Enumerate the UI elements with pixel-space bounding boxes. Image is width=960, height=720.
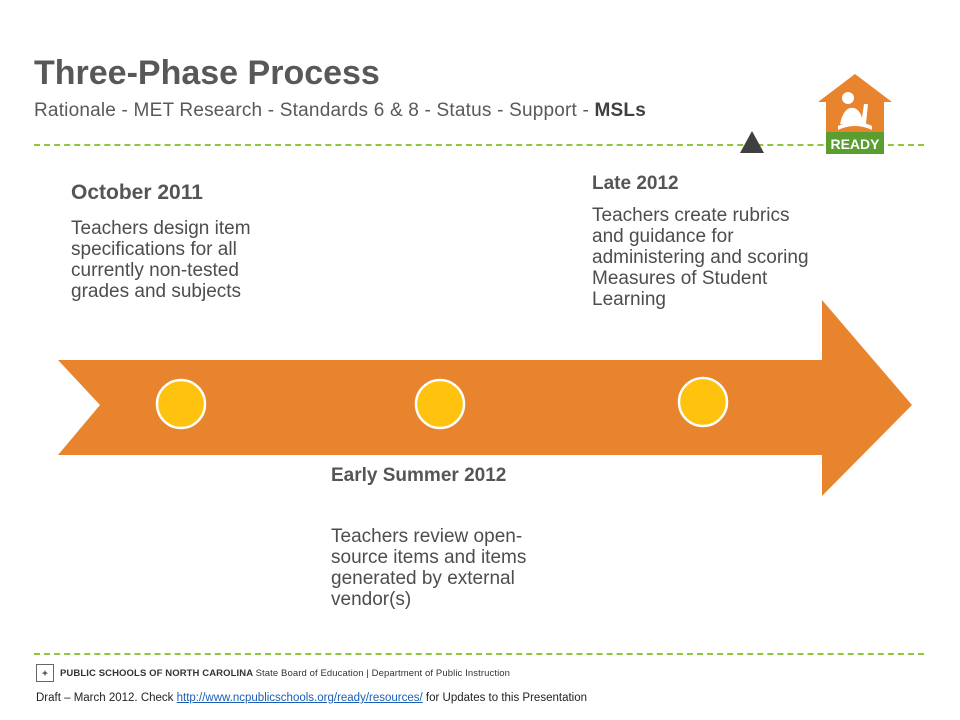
logo-figure-head <box>842 92 854 104</box>
logo-text: READY <box>830 136 880 152</box>
phase-1-description: Teachers design item specifications for all currently non-tested grades and subjects <box>71 218 251 302</box>
phase-2-description: Teachers review open-source items and items generated by external vendor(s) <box>331 526 527 610</box>
top-divider <box>34 144 924 146</box>
phase-3-dot <box>679 378 727 426</box>
draft-notice <box>36 692 587 704</box>
ready-logo <box>818 74 892 156</box>
phase-2-date: Early Summer 2012 <box>331 465 507 486</box>
footer-org-sub: State Board of Education | Department of Public Instruction <box>255 667 511 679</box>
phase-2-dot <box>416 380 464 428</box>
footer-branding <box>36 663 536 683</box>
phase-3-date: Late 2012 <box>592 173 679 194</box>
phase-1-date: October 2011 <box>71 181 203 204</box>
footer-org-main: PUBLIC SCHOOLS OF NORTH CAROLINA <box>60 667 253 679</box>
current-section-marker-icon <box>740 131 764 153</box>
resources-link[interactable]: http://www.ncpublicschools.org/ready/resources/ <box>176 692 423 704</box>
page-title: Three-Phase Process <box>34 54 380 92</box>
bottom-divider <box>34 653 924 655</box>
footer-org <box>60 668 510 679</box>
breadcrumb-prefix: Rationale - MET Research - Standards 6 & 8 - Status - Support - <box>34 100 595 121</box>
phase-3-description: Teachers create rubrics and guidance for administering and scoring Measures of Student Learning <box>592 205 809 310</box>
draft-suffix: for Updates to this Presentation <box>422 692 588 704</box>
state-seal-icon: ✦ <box>36 664 54 682</box>
breadcrumb-current: MSLs <box>594 100 647 121</box>
breadcrumb <box>34 100 646 122</box>
phase-1-dot <box>157 380 205 428</box>
draft-prefix: Draft – March 2012. Check <box>36 692 177 704</box>
